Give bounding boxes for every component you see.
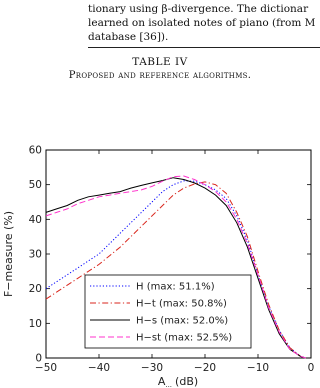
x-tick-label: 0 <box>307 362 315 374</box>
x-tick-label: −40 <box>87 362 111 374</box>
y-tick-label: 10 <box>28 317 42 330</box>
svg-text:A...(dB) <box>158 375 198 388</box>
y-tick-label: 30 <box>28 248 42 261</box>
y-axis-label: F−measure (%) <box>2 210 15 298</box>
y-tick-label: 0 <box>35 352 42 365</box>
y-tick-label: 20 <box>28 283 42 296</box>
x-axis-label-unit: (dB) <box>175 375 199 388</box>
x-tick-label: −30 <box>140 362 164 374</box>
text-line-2: learned on isolated notes of piano (from M <box>88 17 316 29</box>
text-line-3: database [36]). <box>88 31 169 43</box>
x-axis-label-subscript: ... <box>165 381 173 388</box>
x-tick-label: −10 <box>246 362 270 374</box>
table-label: TABLE IV <box>132 56 188 68</box>
y-tick-label: 40 <box>28 213 42 226</box>
legend-label-4: H−st (max: 52.5%) <box>136 332 233 344</box>
legend-label-2: H−t (max: 50.8%) <box>136 298 227 310</box>
x-axis-label-main: A <box>157 375 166 388</box>
x-tick-label: −50 <box>34 362 58 374</box>
y-tick-label: 60 <box>28 144 42 157</box>
text-line-1: tionary using β-divergence. The dictionar <box>88 3 309 15</box>
x-tick-label: −20 <box>193 362 217 374</box>
legend <box>85 275 251 348</box>
y-tick-label: 50 <box>28 179 42 192</box>
table-caption: Proposed and reference algorithms. <box>68 70 252 81</box>
legend-label-3: H−s (max: 52.0%) <box>136 315 229 327</box>
legend-label-1: H (max: 51.1%) <box>136 281 215 293</box>
x-axis-label <box>158 375 198 388</box>
